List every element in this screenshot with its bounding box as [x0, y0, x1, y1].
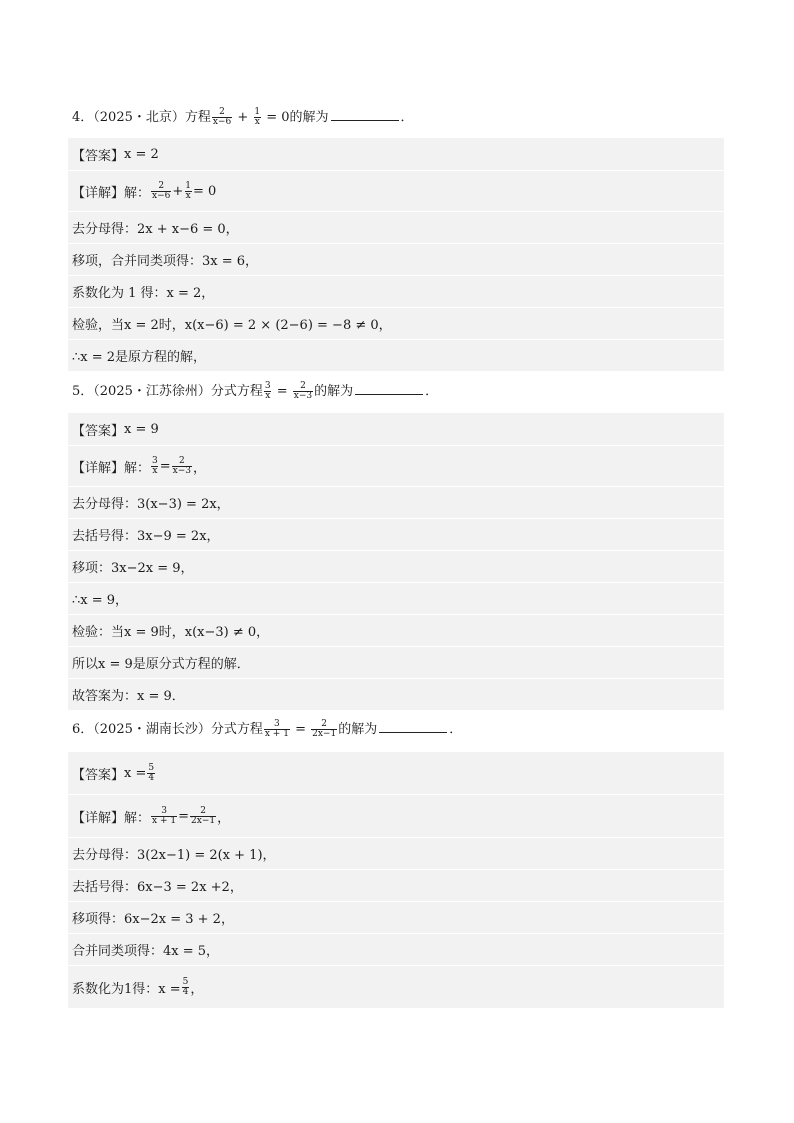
fraction-denominator: x−6 [152, 190, 171, 201]
step-text: 去分母得：2x + x−6 = 0， [72, 222, 239, 237]
solution-step [68, 902, 724, 934]
plus-sign: + [172, 183, 184, 199]
fraction-denominator: x + 1 [152, 815, 177, 826]
question-6-fraction-2 [311, 720, 337, 739]
equals-sign: = [272, 384, 292, 399]
fraction-denominator: x−6 [212, 117, 232, 127]
question-4-prefix: 4．（2025・北京）方程 [72, 110, 211, 125]
solution-step [68, 679, 724, 710]
solution-step [68, 487, 724, 519]
fraction-numerator: 2 [178, 455, 185, 466]
question-4-end: ． [400, 110, 414, 125]
question-5-rest: 的解为 [314, 384, 354, 399]
step-text: 故答案为：x = 9． [72, 689, 185, 704]
fraction-denominator: x [265, 391, 271, 401]
solution-step [68, 647, 724, 679]
detail-fraction-2 [172, 457, 192, 476]
question-6-end: ． [449, 722, 463, 737]
fraction-numerator: 3 [264, 381, 271, 391]
plus-sign: + [233, 110, 253, 125]
fraction-numerator: 1 [254, 107, 261, 117]
answer-label: 【答案】 [72, 423, 125, 439]
fraction-numerator: 5 [148, 762, 155, 773]
answer-row [68, 752, 724, 795]
solution-step [68, 838, 724, 870]
step-text: 去括号得：6x−3 = 2x +2， [72, 880, 243, 895]
step-text: ∴x = 2是原方程的解， [72, 350, 207, 365]
step-end: ， [190, 981, 204, 997]
fraction-numerator: 2 [200, 805, 206, 816]
fraction-numerator: 2 [321, 719, 328, 729]
solution-step [68, 276, 724, 308]
step-text: 移项得：6x−2x = 3 + 2， [72, 912, 234, 927]
answer-block-5 [68, 413, 724, 710]
step-text: 系数化为1得：x = [72, 981, 181, 997]
solution-step [68, 340, 724, 371]
answer-value: x = 9 [124, 421, 159, 437]
step-text: 去分母得：3(2x−1) = 2(x + 1)， [72, 848, 276, 863]
fraction-denominator: x−3 [172, 465, 192, 476]
detail-start: 解： [124, 810, 151, 826]
detail-label: 【详解】 [72, 185, 125, 201]
detail-fraction-2 [184, 182, 192, 201]
detail-fraction-1 [151, 807, 177, 826]
step-text: 检验：当x = 9时，x(x−3) ≠ 0， [72, 625, 270, 640]
question-6-prefix: 6．（2025・湖南长沙）分式方程 [72, 722, 263, 737]
detail-start: 解： [124, 185, 151, 201]
question-5-prefix: 5．（2025・江苏徐州）分式方程 [72, 384, 263, 399]
step-text: 移项，合并同类项得：3x = 6， [72, 254, 259, 269]
fraction-denominator: x−3 [293, 391, 313, 401]
solution-step [68, 212, 724, 244]
solution-step [68, 870, 724, 902]
detail-fraction-1 [151, 457, 159, 476]
detail-row [68, 171, 724, 212]
question-6-fraction-1 [264, 720, 290, 739]
answer-blank [379, 720, 447, 733]
question-4-fraction-2 [253, 108, 261, 127]
detail-label: 【详解】 [72, 810, 125, 826]
fraction-denominator: x [152, 465, 158, 476]
equals-sign: = [159, 458, 171, 474]
question-5 [72, 382, 722, 402]
answer-blank [331, 108, 399, 121]
solution-step [68, 615, 724, 647]
step-text: 移项：3x−2x = 9， [72, 561, 194, 576]
question-4-fraction-1 [212, 108, 232, 127]
answer-value: x = [124, 765, 147, 781]
equals-sign: = [178, 808, 190, 824]
solution-step [68, 934, 724, 966]
equals-sign: = [290, 722, 311, 737]
fraction-numerator: 3 [152, 455, 158, 466]
question-6-rest: 的解为 [338, 722, 378, 737]
question-5-fraction-1 [264, 382, 272, 401]
solution-step [68, 583, 724, 615]
answer-block-6 [68, 752, 724, 1008]
fraction-numerator: 1 [185, 180, 192, 191]
solution-step-last [68, 966, 724, 1008]
answer-row [68, 413, 724, 446]
detail-end: = 0 [193, 183, 217, 199]
answer-label: 【答案】 [72, 148, 125, 164]
question-4 [72, 108, 722, 128]
detail-start: 解： [124, 460, 151, 476]
step-text: 去括号得：3x−9 = 2x， [72, 529, 220, 544]
last-step-fraction [182, 978, 190, 997]
detail-end: ， [217, 810, 231, 826]
fraction-numerator: 2 [219, 107, 225, 117]
fraction-numerator: 5 [182, 976, 189, 987]
detail-label: 【详解】 [72, 460, 125, 476]
fraction-numerator: 2 [300, 381, 306, 391]
fraction-numerator: 2 [158, 180, 165, 191]
fraction-numerator: 3 [274, 719, 280, 729]
answer-block-4 [68, 138, 724, 371]
question-6 [72, 720, 722, 740]
fraction-denominator: 2x−1 [312, 729, 337, 739]
fraction-denominator: 2x−1 [191, 815, 216, 826]
fraction-denominator: 4 [148, 772, 155, 783]
step-text: 合并同类项得：4x = 5， [72, 944, 220, 959]
answer-value: x = 2 [124, 146, 159, 162]
solution-step [68, 308, 724, 340]
question-5-fraction-2 [293, 382, 313, 401]
solution-step [68, 551, 724, 583]
step-text: 检验，当x = 2时，x(x−6) = 2 × (2−6) = −8 ≠ 0， [72, 318, 392, 333]
question-5-end: ． [425, 384, 439, 399]
step-text: ∴x = 9， [72, 593, 129, 608]
answer-blank [355, 382, 423, 395]
solution-step [68, 244, 724, 276]
detail-fraction-2 [190, 807, 216, 826]
answer-label: 【答案】 [72, 767, 125, 783]
fraction-denominator: x [185, 190, 191, 201]
step-text: 去分母得：3(x−3) = 2x， [72, 497, 230, 512]
fraction-denominator: x [254, 117, 260, 127]
detail-fraction-1 [151, 182, 171, 201]
fraction-numerator: 3 [161, 805, 167, 816]
fraction-denominator: x + 1 [264, 729, 289, 739]
solution-step [68, 519, 724, 551]
detail-row [68, 795, 724, 838]
detail-end: ， [193, 460, 207, 476]
answer-fraction [147, 764, 155, 783]
answer-row [68, 138, 724, 171]
detail-row [68, 446, 724, 487]
step-text: 所以x = 9是原分式方程的解． [72, 657, 250, 672]
step-text: 系数化为 1 得：x = 2， [72, 286, 215, 301]
question-4-rest: = 0的解为 [262, 110, 329, 125]
fraction-denominator: 4 [182, 986, 189, 997]
